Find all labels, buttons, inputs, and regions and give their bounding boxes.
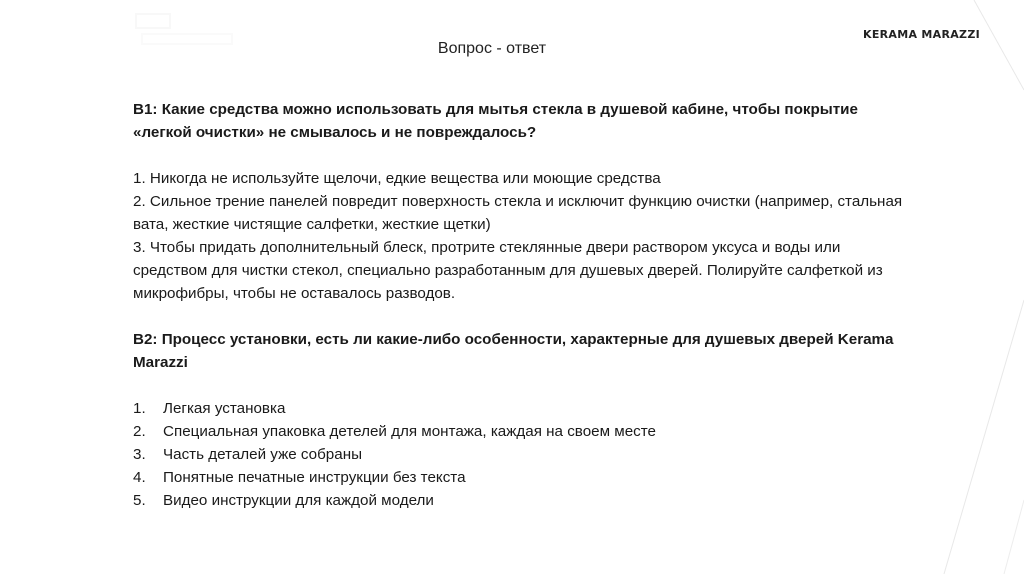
list-item (133, 420, 913, 443)
list-item (133, 466, 913, 489)
list-item-text: Легкая установка (163, 400, 286, 417)
list-item-text: Специальная упаковка детелей для монтажа, каждая на своем месте (163, 423, 656, 440)
list-item-text: Понятные печатные инструкции без текста (163, 469, 466, 486)
brand-logo: KERAMA MARAZZI (863, 28, 980, 41)
spacer (133, 144, 913, 167)
list-item-number: 1. (133, 400, 146, 417)
answer-2-list (133, 397, 913, 512)
decorative-lines (904, 0, 1024, 574)
qa-content (133, 98, 913, 512)
list-item-number: 3. (133, 446, 146, 463)
question-1: В1: Какие средства можно использовать для мытья стекла в душевой кабине, чтобы покрытие «легкой очистки» не смывалось и не повреждалось? (133, 101, 858, 141)
answer-1-2: 2. Сильное трение панелей повредит поверхность стекла и исключит функцию очистки (например, стальная вата, жесткие чистящие салфетки, жесткие щетки) (133, 193, 903, 233)
list-item (133, 443, 913, 466)
list-item-number: 2. (133, 423, 146, 440)
answer-1-3: 3. Чтобы придать дополнительный блеск, протрите стеклянные двери раствором уксуса и воды или средством для чистки стекол, специально разработанным для душевых дверей. Полируйте салфеткой из микрофибры, чтобы не оставалось разводов. (133, 239, 883, 302)
list-item-number: 4. (133, 469, 146, 486)
list-item-text: Часть деталей уже собраны (163, 446, 362, 463)
slide-title: Вопрос - ответ (437, 40, 547, 57)
spacer (133, 374, 913, 397)
answer-1-1: 1. Никогда не используйте щелочи, едкие вещества или моющие средства (133, 170, 661, 187)
list-item (133, 489, 913, 512)
list-item (133, 397, 913, 420)
list-item-number: 5. (133, 492, 146, 509)
list-item-text: Видео инструкции для каждой модели (163, 492, 434, 509)
spacer (133, 305, 913, 328)
question-2: В2: Процесс установки, есть ли какие-либо особенности, характерные для душевых дверей Kerama Marazzi (133, 331, 894, 371)
